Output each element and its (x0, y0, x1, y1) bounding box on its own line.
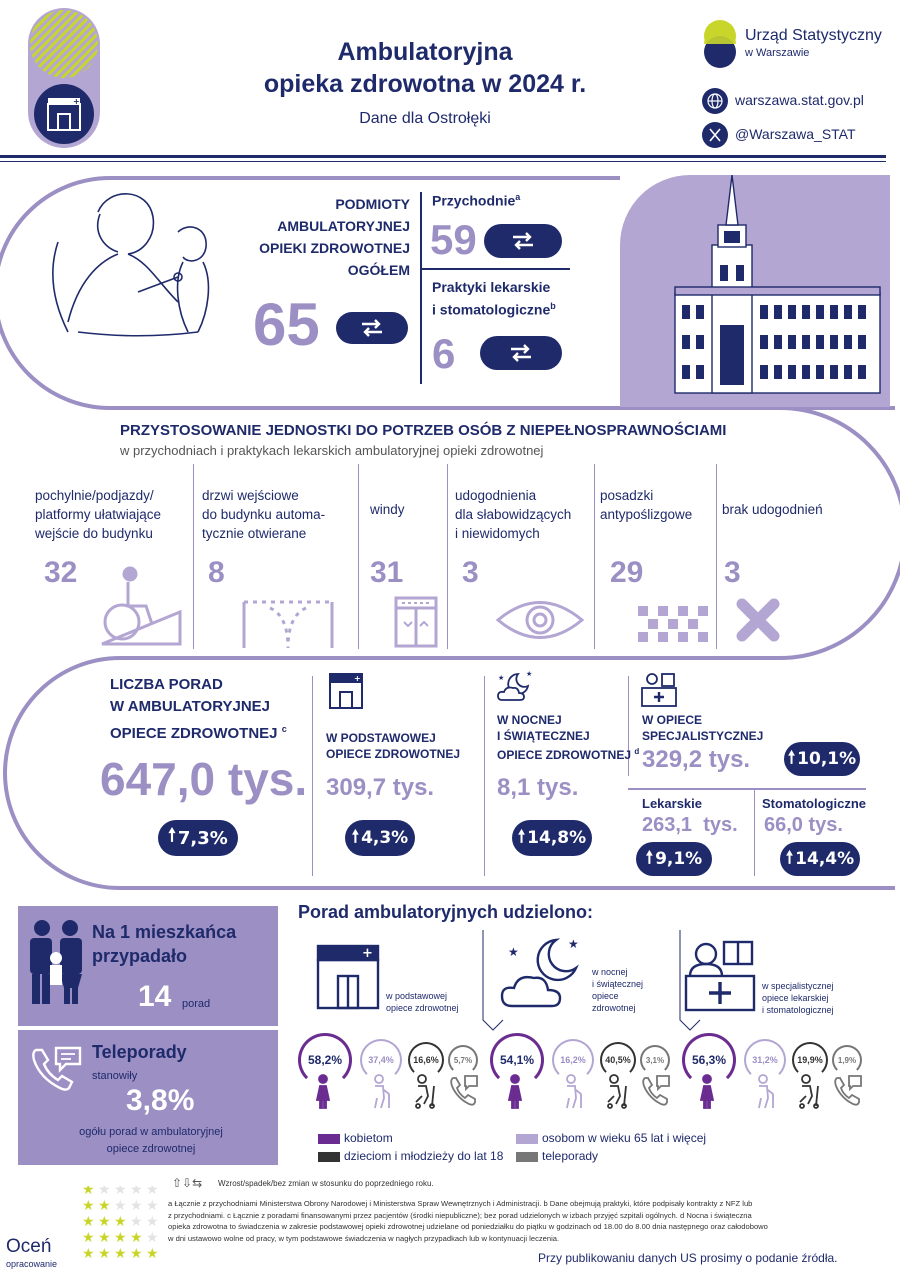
specialist-value (642, 746, 750, 774)
teleporady-desc (28, 1124, 274, 1158)
acc-divider (594, 464, 595, 649)
given-specialist-icon (684, 940, 756, 1012)
per-capita-title (92, 920, 236, 968)
footnote-line: w dni ustawowo wolne od pracy, w tym podstawowe świadczenia w nagłych przypadkach lub w kontynuacji leczenia. (168, 1233, 560, 1243)
change-value: 9,1% (655, 849, 703, 869)
acc-item-doors-label (202, 486, 325, 543)
given-label-line: zdrowotnej (592, 1003, 636, 1013)
primary-value-unit: tys. (392, 774, 435, 801)
specialist-label-line: W OPIECE (642, 713, 703, 727)
given-label-line: opiece zdrowotnej (386, 1003, 459, 1013)
per-capita-title-line-1: Na 1 mieszkańca (92, 922, 237, 942)
dental-change-badge (780, 842, 860, 876)
child-scooter-icon (796, 1074, 826, 1110)
teleporady-value: 3,8% (126, 1084, 195, 1117)
page-subtitle: Dane dla Ostrołęki (359, 110, 491, 127)
practices-label-line-2: i stomatologiczne (432, 301, 551, 318)
per-capita-unit: porad (182, 998, 211, 1010)
star-icon[interactable]: ★ (98, 1246, 111, 1262)
clinic-icon (328, 672, 364, 710)
specialist-value-number: 329,2 (642, 746, 703, 773)
per-capita-title-line-2: przypadało (92, 946, 188, 966)
cons-divider (312, 676, 313, 876)
svg-text:+: + (73, 97, 80, 106)
star-icon[interactable]: ★ (82, 1246, 95, 1262)
star-icon[interactable]: ★ (130, 1198, 143, 1214)
family-icon (28, 918, 84, 1008)
consultations-total-unit: tys. (227, 753, 308, 805)
clinics-label (432, 192, 520, 209)
night-label-line: OPIECE ZDROWOTNEJ (497, 748, 632, 762)
woman-icon (311, 1074, 341, 1110)
acc-label-line: platformy ułatwiające (35, 507, 162, 522)
no-change-arrows-icon (359, 318, 385, 338)
primary-change-badge (345, 820, 415, 856)
no-change-arrows-icon (508, 343, 534, 363)
acc-item-blind-label (455, 486, 571, 543)
given-label-line: i świątecznej (592, 979, 644, 989)
given-night-label (592, 966, 643, 1014)
night-value (497, 774, 578, 802)
woman-icon (695, 1074, 725, 1110)
acc-divider (447, 464, 448, 649)
pct-women-value: 54,1% (499, 1053, 535, 1067)
consultations-label-line: OPIECE ZDROWOTNEJ (110, 725, 278, 742)
primary-label (326, 730, 460, 762)
star-icon[interactable]: ★ (98, 1230, 111, 1246)
given-specialist-label (762, 980, 834, 1016)
acc-divider (358, 464, 359, 649)
pct-children-value: 19,9% (797, 1055, 823, 1065)
night-label (497, 712, 639, 763)
night-value-number: 8,1 (497, 774, 531, 801)
given-label-line: w podstawowej (386, 991, 448, 1001)
clinics-label-text: Przychodnie (432, 192, 516, 209)
footnote-line: z przychodniami. c Łącznie z poradami finansowanymi przez pacjentów (środki niepubliczne); bez porad udzielonych w izbach przyjęć szpitali ogólnych. d Nocna i świąteczna (168, 1210, 752, 1220)
city-hall-illustration (620, 175, 890, 407)
senior-icon (367, 1074, 397, 1110)
change-value: 10,1% (797, 749, 857, 769)
senior-icon (559, 1074, 589, 1110)
pct-seniors-value: 37,4% (368, 1055, 394, 1065)
primary-value-number: 309,7 (326, 774, 387, 801)
specialist-desk-icon (640, 672, 678, 708)
elevator-icon (394, 596, 438, 648)
star-icon[interactable]: ★ (130, 1186, 143, 1198)
legend-tele: teleporady (542, 1149, 599, 1163)
legend-seniors: osobom w wieku 65 lat i więcej (542, 1131, 707, 1145)
pct-tele-value: 1,9% (837, 1055, 857, 1065)
woman-icon (503, 1074, 533, 1110)
practices-nochange-badge (480, 336, 562, 370)
medical-value-unit: tys. (703, 814, 738, 836)
child-scooter-icon (412, 1074, 442, 1110)
specialist-value-unit: tys. (708, 746, 751, 773)
star-icon[interactable]: ★ (146, 1198, 159, 1214)
night-label-line: W NOCNEJ (497, 713, 562, 727)
website-link[interactable]: warszawa.stat.gov.pl (735, 92, 864, 108)
acc-item-floor-label (600, 486, 692, 524)
star-icon[interactable]: ★ (146, 1230, 159, 1246)
teleporady-title: Teleporady (92, 1042, 187, 1062)
rating-stars[interactable] (78, 1186, 160, 1268)
pct-tele-value: 3,1% (645, 1055, 665, 1065)
up-arrow-icon: 🠕 (785, 847, 794, 868)
star-icon[interactable]: ★ (146, 1214, 159, 1230)
star-icon[interactable]: ★ (114, 1246, 127, 1262)
acc-item-ramps-value: 32 (44, 556, 78, 589)
medical-value (642, 814, 738, 837)
acc-label-line: pochylnie/podjazdy/ (35, 488, 154, 503)
acc-item-none-label: brak udogodnień (722, 502, 823, 517)
arrows-note: Wzrost/spadek/bez zmian w stosunku do poprzedniego roku. (218, 1179, 434, 1188)
acc-item-elevators-value: 31 (370, 556, 404, 589)
night-footnote-mark: d (634, 747, 640, 756)
given-label-line: opiece lekarskiej (762, 993, 829, 1003)
pct-children-circle (600, 1042, 636, 1078)
pct-tele-circle (448, 1045, 478, 1075)
star-icon[interactable]: ★ (82, 1186, 95, 1198)
clinics-nochange-badge (484, 224, 562, 258)
doctor-child-illustration (38, 182, 238, 347)
given-primary-clinic-icon (316, 944, 380, 1010)
star-icon[interactable]: ★ (82, 1214, 95, 1230)
svg-text:★: ★ (508, 945, 519, 959)
svg-text:+: + (354, 674, 361, 683)
pct-women-value: 56,3% (691, 1053, 727, 1067)
pct-tele-circle (832, 1045, 862, 1075)
entities-label-line: AMBULATORYJNEJ (277, 218, 410, 234)
star-icon[interactable]: ★ (114, 1186, 127, 1198)
eye-icon (495, 595, 585, 645)
primary-label-line: W PODSTAWOWEJ (326, 731, 436, 745)
accessibility-subtitle: w przychodniach i praktykach lekarskich ambulatoryjnej opieki zdrowotnej (120, 443, 544, 458)
given-label-line: opiece (592, 991, 619, 1001)
pct-tele-value: 5,7% (453, 1055, 473, 1065)
up-arrow-icon: 🠕 (168, 825, 176, 846)
org-city: w Warszawie (745, 47, 810, 59)
star-icon[interactable]: ★ (82, 1230, 95, 1246)
specialist-label (642, 712, 763, 744)
consultations-total (100, 752, 307, 806)
acc-item-elevators-label: windy (370, 502, 405, 517)
acc-label-line: antypoślizgowe (600, 507, 693, 522)
change-value: 14,8% (527, 828, 587, 848)
star-icon[interactable]: ★ (98, 1214, 111, 1230)
legend-swatch-tele (516, 1152, 538, 1162)
acc-label-line: wejście do budynku (35, 526, 153, 541)
pct-children-value: 40,5% (605, 1055, 631, 1065)
clinics-value: 59 (430, 216, 477, 263)
night-value-unit: tys. (537, 774, 579, 801)
up-arrow-icon: 🠕 (787, 747, 796, 768)
star-icon[interactable]: ★ (114, 1214, 127, 1230)
acc-divider (193, 464, 194, 649)
consultations-label-line: LICZBA PORAD (110, 676, 223, 693)
no-change-arrows-icon (510, 231, 536, 251)
acc-label-line: dla słabowidzących (455, 507, 572, 522)
entities-label (240, 193, 410, 281)
pct-children-value: 16,6% (413, 1055, 439, 1065)
anti-slip-floor-icon (638, 606, 708, 642)
specialist-split-line (628, 788, 866, 790)
per-capita-value: 14 (138, 980, 172, 1013)
legend-swatch-children (318, 1152, 340, 1162)
up-arrow-icon: 🠕 (517, 826, 526, 847)
given-title: Porad ambulatoryjnych udzielono: (298, 902, 594, 922)
acc-label-line: posadzki (600, 488, 654, 503)
twitter-link[interactable]: @Warszawa_STAT (735, 126, 856, 142)
entities-label-line: OPIEKI ZDROWOTNEJ (259, 240, 410, 256)
svg-text:★: ★ (568, 937, 579, 951)
title-line-2: opieka zdrowotna w 2024 r. (263, 70, 587, 98)
star-icon[interactable]: ★ (146, 1186, 159, 1198)
medical-label: Lekarskie (642, 796, 702, 811)
practices-footnote-mark: b (550, 301, 556, 311)
title-line-1: Ambulatoryjna (337, 38, 513, 66)
acc-item-doors-value: 8 (208, 556, 225, 589)
primary-value (326, 774, 434, 802)
legend-swatch-seniors (516, 1134, 538, 1144)
telephone-icon (833, 1074, 863, 1110)
entities-divider (420, 192, 422, 384)
night-change-badge (512, 820, 592, 856)
wheelchair-ramp-icon (100, 566, 182, 646)
footnote-line: opieka zdrowotna to świadczenia w zakresie podstawowej opieki zdrowotnej udzielane od poniedziałku do piątku w godzinach od 18.00 do 8.00 dnia następnego oraz całodobowo (168, 1222, 768, 1231)
change-value: 7,3% (177, 827, 228, 849)
pct-tele-circle (640, 1045, 670, 1075)
teleporady-desc-line: ogółu porad w ambulatoryjnej (79, 1126, 223, 1138)
star-icon[interactable]: ★ (130, 1246, 143, 1262)
star-icon[interactable]: ★ (98, 1198, 111, 1214)
practices-label (432, 278, 556, 320)
change-value: 4,3% (361, 828, 409, 848)
practices-value: 6 (432, 330, 456, 377)
svg-text:★: ★ (526, 670, 533, 678)
teleporady-sub: stanowiły (92, 1070, 138, 1082)
child-scooter-icon (604, 1074, 634, 1110)
consultations-label (110, 674, 287, 745)
pct-children-circle (792, 1042, 828, 1078)
legend-women: kobietom (344, 1131, 393, 1145)
automatic-door-icon (240, 588, 336, 648)
pct-women-value: 58,2% (307, 1053, 343, 1067)
accessibility-title: PRZYSTOSOWANIE JEDNOSTKI DO POTRZEB OSÓB Z NIEPEŁNOSPRAWNOŚCIAMI (120, 422, 727, 439)
acc-item-blind-value: 3 (462, 556, 479, 589)
attribution: Przy publikowaniu danych US prosimy o podanie źródła. (538, 1251, 838, 1265)
svg-text:★: ★ (498, 674, 505, 682)
medical-value-number: 263,1 (642, 814, 693, 836)
up-arrow-icon: 🠕 (351, 826, 360, 847)
acc-label-line: do budynku automa- (202, 507, 326, 522)
footnotes (168, 1198, 888, 1244)
medical-change-badge (636, 842, 712, 876)
rate-label[interactable]: Oceń (6, 1236, 52, 1257)
dental-value-unit: tys. (808, 814, 843, 836)
pct-children-circle (408, 1042, 444, 1078)
pct-seniors-value: 31,2% (752, 1055, 778, 1065)
star-icon[interactable]: ★ (130, 1230, 143, 1246)
acc-label-line: udogodnienia (455, 488, 537, 503)
legend-swatch-women (318, 1134, 340, 1144)
acc-item-floor-value: 29 (610, 556, 644, 589)
legend-children: dzieciom i młodzieży do lat 18 (344, 1149, 504, 1163)
dental-label: Stomatologiczne (762, 796, 867, 811)
acc-divider (716, 464, 717, 649)
cons-divider (484, 676, 485, 876)
consultations-total-value: 647,0 (100, 753, 216, 805)
entities-divider-h (422, 268, 570, 270)
pct-seniors-value: 16,2% (560, 1055, 586, 1065)
entities-total-nochange-badge (336, 312, 408, 344)
consultations-total-change-badge (158, 820, 238, 856)
given-night-icon (500, 934, 590, 1014)
consultations-label-line: W AMBULATORYJNEJ (110, 698, 271, 715)
change-arrows-icon: ⇧⇩⇆ (172, 1176, 203, 1190)
entities-label-line: OGÓŁEM (347, 262, 410, 278)
telephone-icon (641, 1074, 671, 1110)
acc-item-none-value: 3 (724, 556, 741, 589)
night-label-line: I ŚWIĄTECZNEJ (497, 729, 590, 743)
senior-icon (751, 1074, 781, 1110)
phone-chat-icon (30, 1044, 86, 1094)
specialist-label-line: SPECJALISTYCZNEJ (642, 729, 764, 743)
entities-total: 65 (253, 291, 320, 358)
rate-sub-label[interactable]: opracowanie (6, 1259, 58, 1269)
consultations-footnote-mark: c (281, 724, 287, 734)
star-icon[interactable]: ★ (130, 1214, 143, 1230)
given-label-line: w nocnej (592, 967, 628, 977)
footnote-line: a Łącznie z przychodniami Ministerstwa Obrony Narodowej i Ministerstwa Spraw Wewnętrznych i Administracji. b Dane obejmują praktyki, które podpisały kontrakty z NFZ lub (168, 1199, 753, 1208)
teleporady-desc-line: opiece zdrowotnej (106, 1143, 196, 1155)
telephone-icon (449, 1074, 479, 1110)
given-label-line: w specjalistycznej (762, 981, 834, 991)
dental-value-number: 66,0 (764, 814, 803, 836)
acc-label-line: i niewidomych (455, 526, 540, 541)
given-primary-label (386, 990, 459, 1014)
star-icon[interactable]: ★ (114, 1198, 127, 1214)
acc-label-line: drzwi wejściowe (202, 488, 299, 503)
svg-text:+: + (362, 946, 373, 961)
star-icon[interactable]: ★ (146, 1246, 159, 1262)
acc-label-line: tycznie otwierane (202, 526, 307, 541)
star-icon[interactable]: ★ (82, 1198, 95, 1214)
star-icon[interactable]: ★ (98, 1186, 111, 1198)
up-arrow-icon: 🠕 (645, 847, 654, 868)
org-name: Urząd Statystyczny (745, 27, 882, 44)
given-label-line: i stomatologicznej (762, 1005, 834, 1015)
moon-cloud-icon (496, 670, 534, 704)
cross-icon (734, 596, 782, 644)
change-value: 14,4% (795, 849, 855, 869)
dental-value (764, 814, 843, 837)
practices-label-line-1: Praktyki lekarskie (432, 279, 551, 295)
clinics-footnote-mark: a (515, 192, 521, 202)
acc-item-ramps-label (35, 486, 161, 543)
star-icon[interactable]: ★ (114, 1230, 127, 1246)
specialist-split-vertical (754, 790, 755, 876)
specialist-change-badge (784, 742, 860, 776)
entities-label-line: PODMIOTY (335, 196, 410, 212)
primary-label-line: OPIECE ZDROWOTNEJ (326, 747, 461, 761)
